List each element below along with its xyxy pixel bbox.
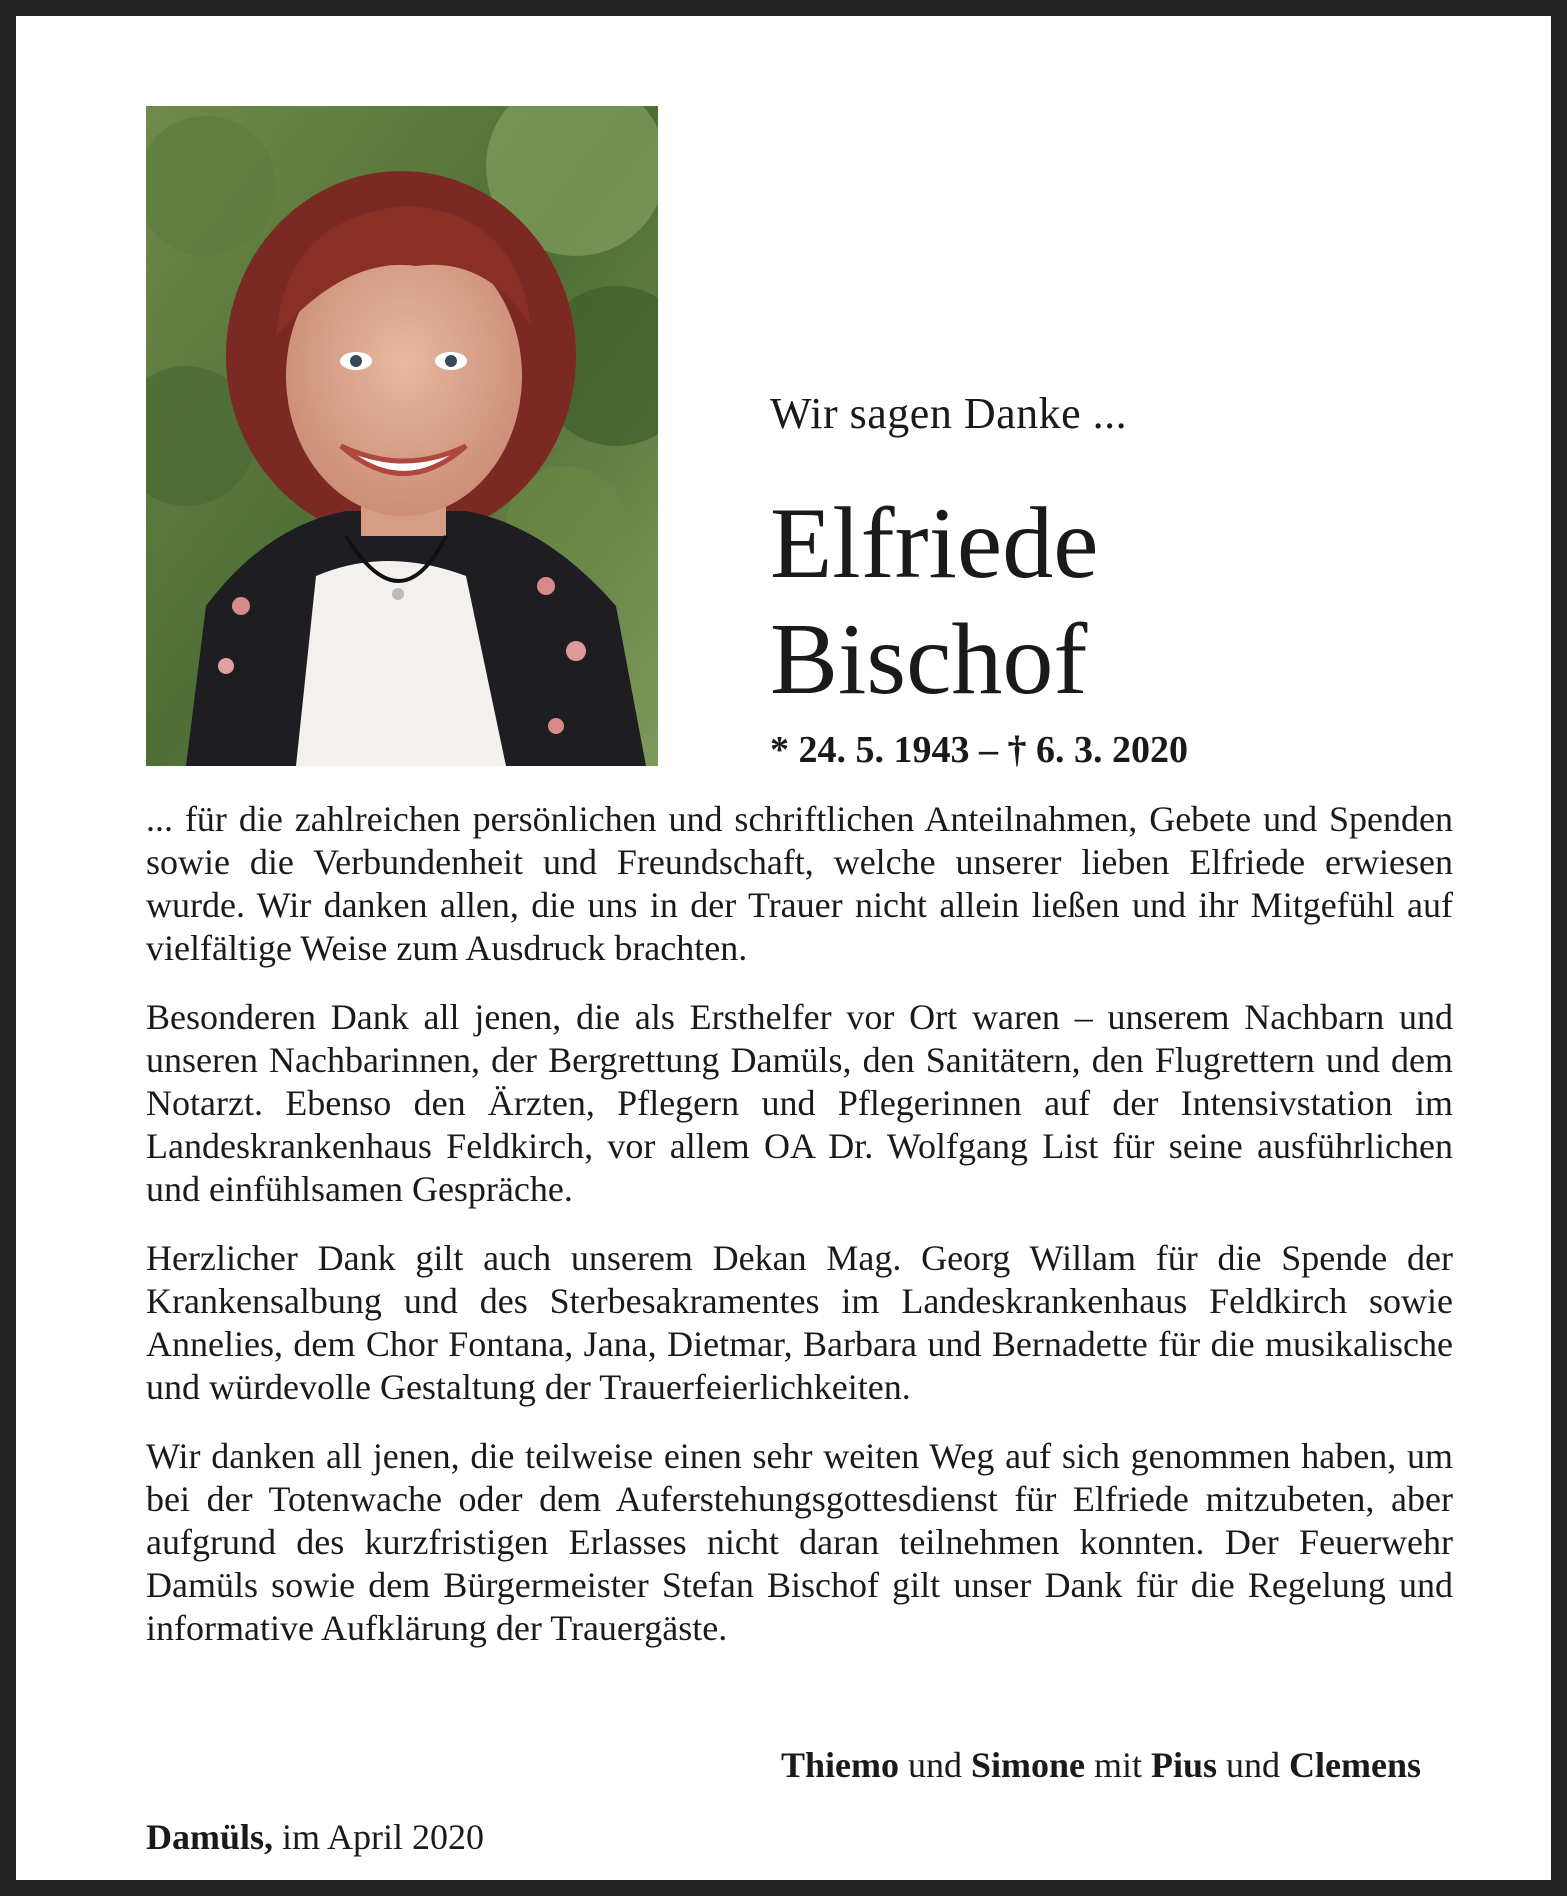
paragraph: Herzlicher Dank gilt auch unserem Dekan Mag. Georg Willam für die Spende der Krankensalbung und des Sterbesakramentes im Landeskrankenhaus Feldkirch sowie Annelies, dem Chor Fontana, Jana, Dietmar, Barbara und Bernadette für die musikalische und würdevolle Gestaltung der Trauerfeierlichkeiten. (146, 1238, 1453, 1407)
signer-name: Simone (970, 1745, 1085, 1785)
signer-name: Clemens (1289, 1745, 1421, 1785)
last-name: Bischof (770, 603, 1088, 716)
thanks-body (146, 798, 1453, 1676)
paragraph: ... für die zahlreichen persönlichen und schriftlichen Anteilnahmen, Gebete und Spenden sowie die Verbundenheit und Freundschaft, welche unserer lieben Elfriede erwiesen wurde. Wir danken allen, die uns in der Trauer nicht allein ließen und ihr Mitgefühl auf vielfältige Weise zum Ausdruck brachten. (146, 799, 1453, 968)
place: Damüls, (146, 1817, 274, 1857)
conjunction: mit (1093, 1745, 1142, 1785)
deceased-name (770, 486, 1098, 718)
date: im April 2020 (282, 1817, 485, 1857)
signer-name: Thiemo (780, 1745, 899, 1785)
signer-name: Pius (1150, 1745, 1218, 1785)
paragraph: Besonderen Dank all jenen, die als Ersthelfer vor Ort waren – unserem Nachbarn und unseren Nachbarinnen, der Bergrettung Damüls, den Sanitätern, den Flugrettern und dem Notarzt. Ebenso den Ärzten, Pflegern und Pflegerinnen auf der Intensivstation im Landeskrankenhaus Feldkirch, vor allem OA Dr. Wolfgang List für seine ausführlichen und einfühlsamen Gespräche. (146, 997, 1453, 1209)
portrait-photo (146, 106, 658, 766)
signature (781, 1744, 1421, 1786)
life-dates: * 24. 5. 1943 – † 6. 3. 2020 (770, 729, 1188, 771)
portrait-photo-icon (146, 106, 658, 766)
first-name: Elfriede (770, 487, 1099, 600)
paragraph: Wir danken all jenen, die teilweise einen sehr weiten Weg auf sich genommen haben, um bei der Totenwache oder dem Auferstehungsgottesdienst für Elfriede mitzubeten, aber aufgrund des kurzfristigen Erlasses nicht daran teilnehmen konnten. Der Feuerwehr Damüls sowie dem Bürgermeister Stefan Bischof gilt unser Dank für die Regelung und informative Aufklärung der Trauergäste. (146, 1436, 1453, 1648)
intro-text: Wir sagen Danke ... (770, 389, 1128, 438)
conjunction: und (1226, 1745, 1281, 1785)
place-date (146, 1816, 484, 1858)
conjunction: und (907, 1745, 962, 1785)
